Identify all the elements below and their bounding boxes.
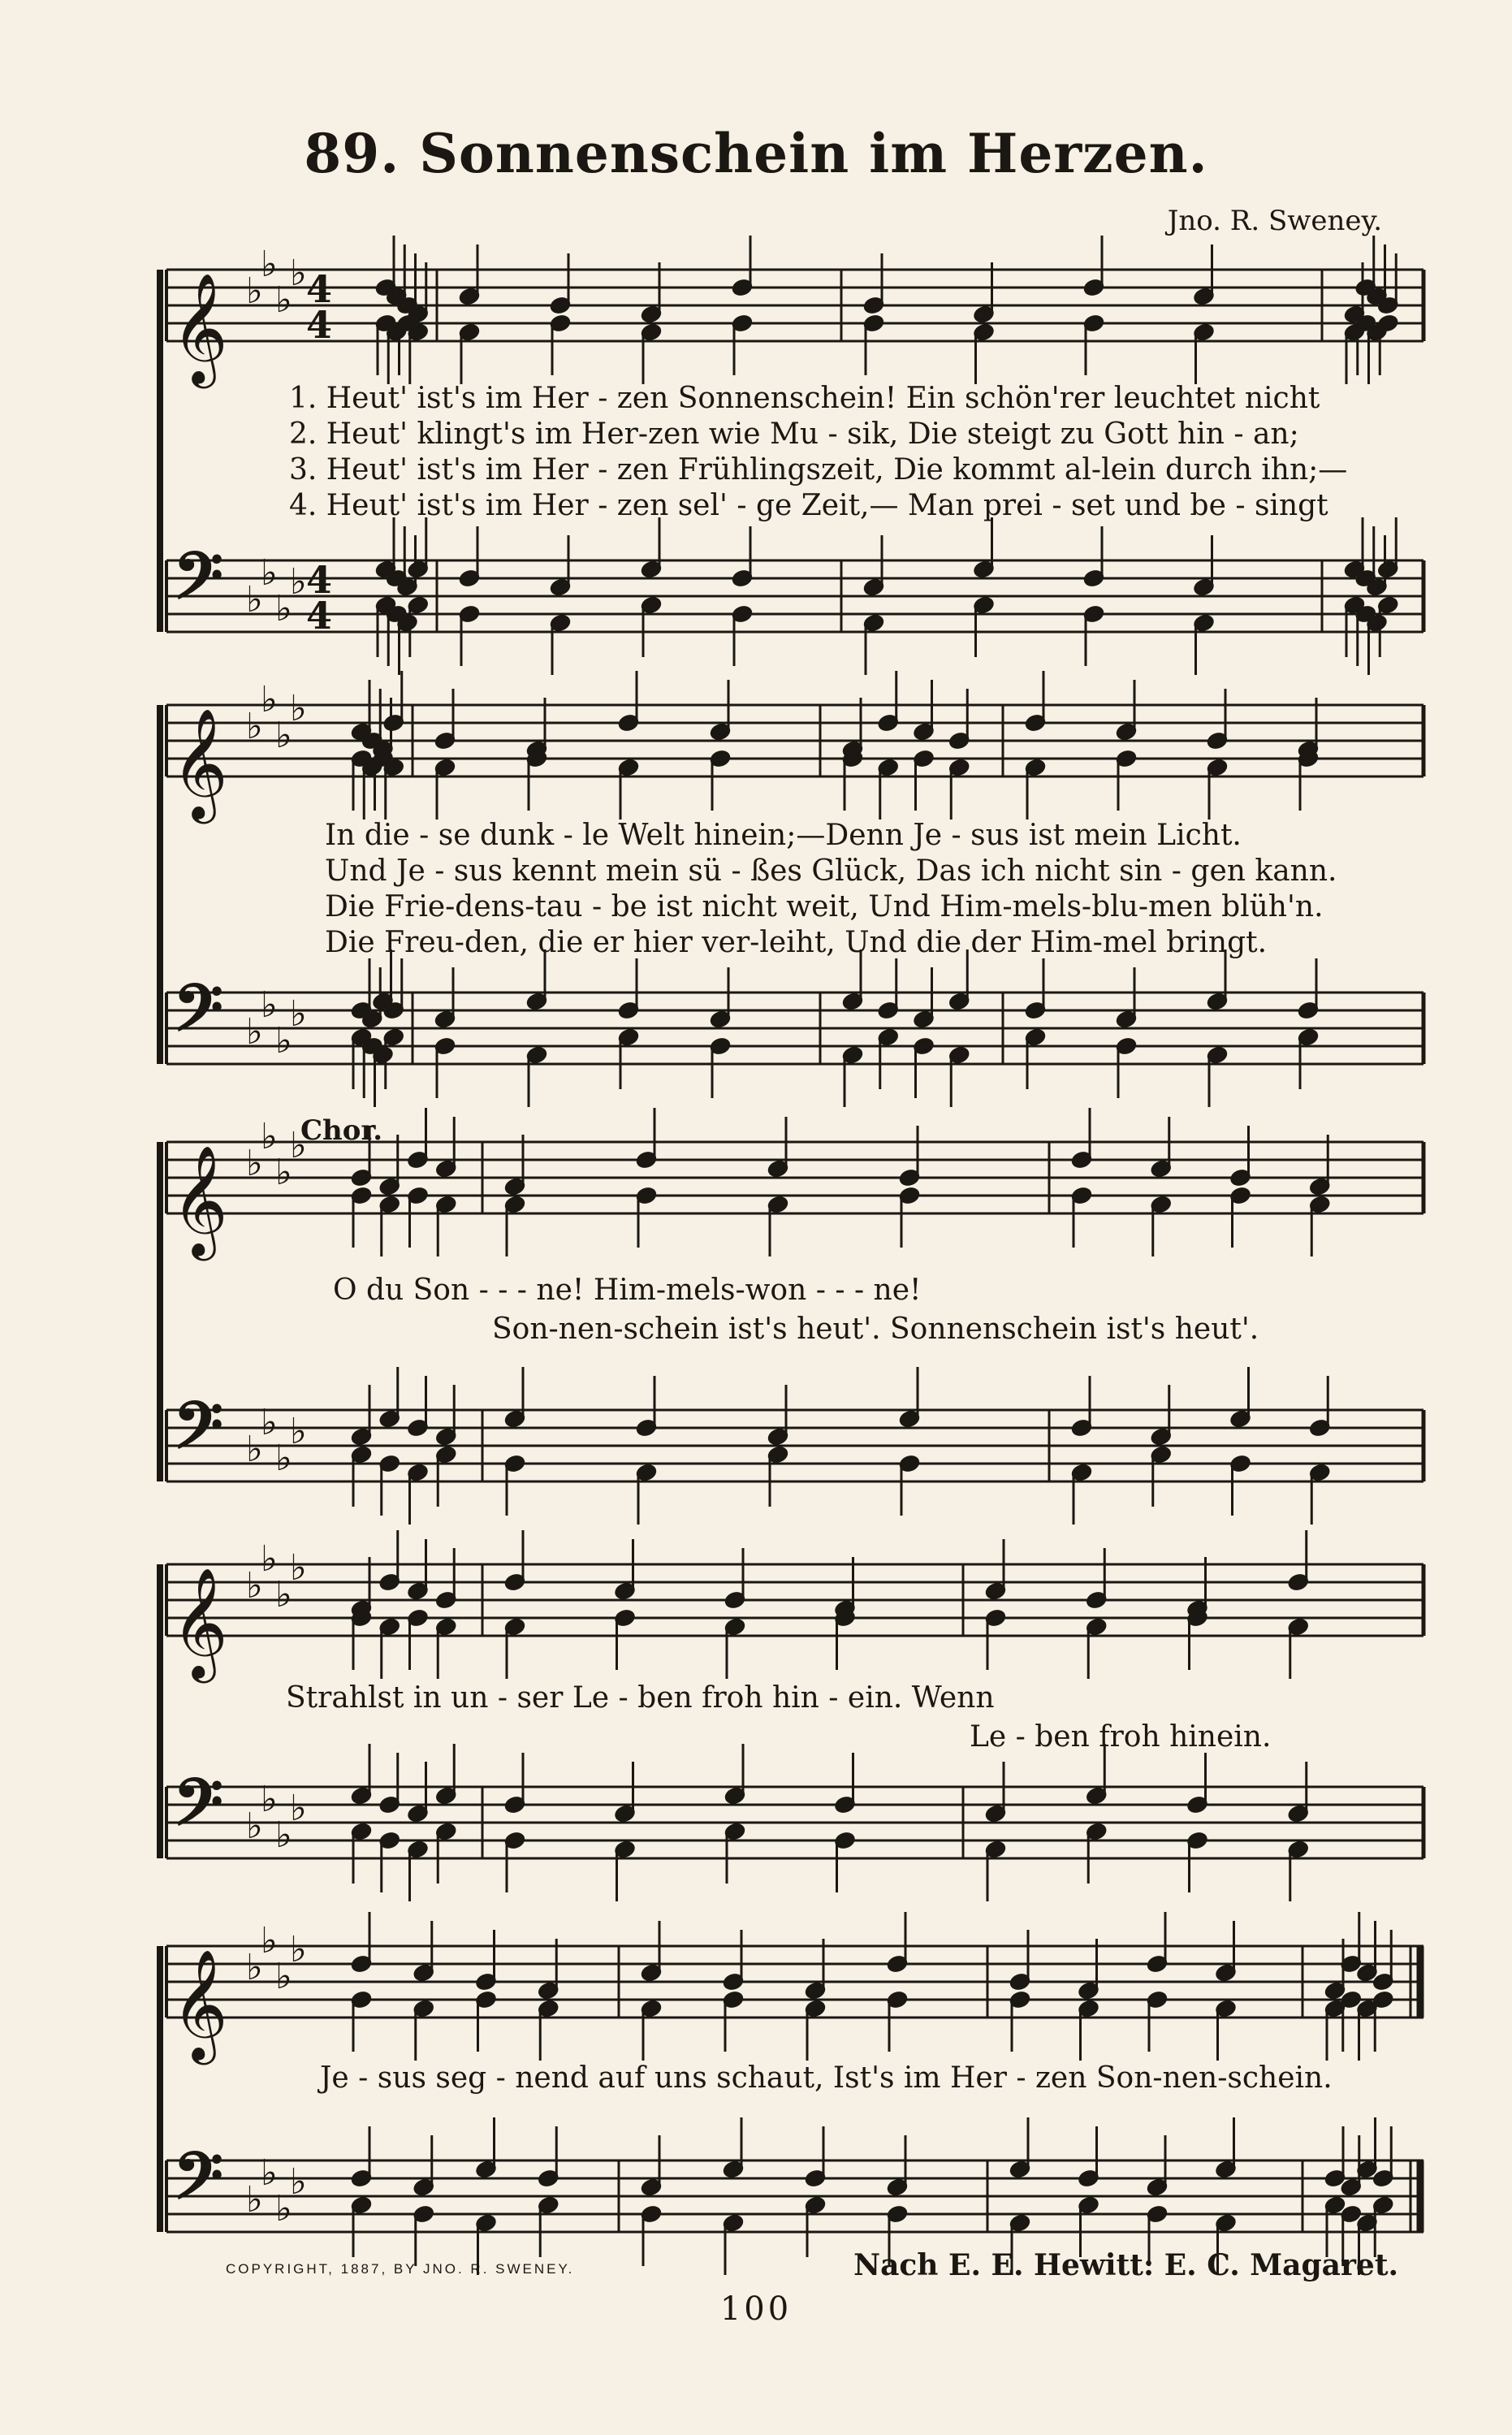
flat-sign-icon: ♭ [261,552,278,594]
flat-sign-icon: ♭ [246,1947,263,1988]
flat-sign-icon: ♭ [290,1411,307,1452]
time-signature-top: 4 [306,267,333,311]
composer-credit: Jno. R. Sweney. [1167,205,1382,237]
treble-clef-icon: 𝄞 [171,271,228,383]
flat-sign-icon: ♭ [261,244,278,285]
flat-sign-icon: ♭ [275,715,292,756]
flat-sign-icon: ♭ [275,1956,292,1997]
page-number: 100 [719,2290,793,2328]
lyric-line: Strahlst in un - ser Le - ben froh hin - ein. Wenn [286,1681,995,1715]
time-signature-bottom: 4 [306,594,333,638]
flat-sign-icon: ♭ [290,561,307,603]
flat-sign-icon: ♭ [246,1429,263,1470]
flat-sign-icon: ♭ [261,2152,278,2194]
flat-sign-icon: ♭ [261,1779,278,1820]
flat-sign-icon: ♭ [261,679,278,720]
lyric-line: 2. Heut' klingt's im Her-zen wie Mu - sik, Die steigt zu Gott hin - an; [289,417,1299,451]
time-signature-top: 4 [306,558,333,602]
hymn-name: Sonnenschein im Herzen. [419,122,1208,185]
flat-sign-icon: ♭ [246,706,263,747]
flat-sign-icon: ♭ [290,993,307,1035]
flat-sign-icon: ♭ [275,1438,292,1479]
flat-sign-icon: ♭ [290,688,307,729]
flat-sign-icon: ♭ [275,1020,292,1062]
lyric-line: Die Frie-dens-tau - be ist nicht weit, Und Him-mels-blu-men blüh'n. [325,890,1324,923]
flat-sign-icon: ♭ [261,1538,278,1580]
lyric-line: 1. Heut' ist's im Her - zen Sonnenschein! Ein schön'rer leuchtet nicht [289,382,1320,415]
treble-clef-icon: 𝄞 [171,1566,228,1678]
flat-sign-icon: ♭ [290,1788,307,1829]
flat-sign-icon: ♭ [261,1402,278,1443]
hymn-number: 89. [304,122,400,185]
flat-sign-icon: ♭ [275,1574,292,1615]
flat-sign-icon: ♭ [261,1116,278,1157]
lyric-line: 4. Heut' ist's im Her - zen sel' - ge Zeit,— Man prei - set und be - singt [289,489,1328,522]
flat-sign-icon: ♭ [290,2161,307,2203]
lyric-line: Und Je - sus kennt mein sü - ßes Glück, Das ich nicht sin - gen kann. [325,854,1337,888]
flat-sign-icon: ♭ [290,1929,307,1970]
flat-sign-icon: ♭ [290,1125,307,1166]
chorus-label: Chor. [300,1114,383,1147]
lyric-line: In die - se dunk - le Welt hinein;—Denn Je - sus ist mein Licht. [325,819,1242,852]
bass-clef-icon: 𝄢 [173,1387,223,1479]
flat-sign-icon: ♭ [275,279,292,321]
flat-sign-icon: ♭ [261,984,278,1026]
bass-clef-icon: 𝄢 [173,2138,223,2230]
flat-sign-icon: ♭ [290,1547,307,1589]
text-credit: Nach E. E. Hewitt: E. C. Magaret. [853,2248,1398,2282]
lyric-line: O du Son - - - ne! Him-mels-won - - - ne! [333,1274,922,1307]
flat-sign-icon: ♭ [275,1814,292,1856]
bass-clef-icon: 𝄢 [173,970,223,1062]
flat-sign-icon: ♭ [246,579,263,621]
flat-sign-icon: ♭ [275,588,292,629]
lyric-line: Son-nen-schein ist's heut'. Sonnenschein ist's heut'. [492,1313,1259,1346]
bass-clef-icon: 𝄢 [173,538,223,629]
flat-sign-icon: ♭ [246,1806,263,1847]
lyric-line: Le - ben froh hinein. [970,1720,1272,1754]
flat-sign-icon: ♭ [246,1143,263,1184]
copyright-notice: COPYRIGHT, 1887, BY JNO. R. SWENEY. [226,2261,575,2277]
flat-sign-icon: ♭ [246,270,263,312]
lyric-line: Die Freu-den, die er hier ver-leiht, Und die der Him-mel bringt. [325,926,1268,959]
flat-sign-icon: ♭ [275,1152,292,1193]
flat-sign-icon: ♭ [246,2179,263,2221]
treble-clef-icon: 𝄞 [171,1144,228,1256]
treble-clef-icon: 𝄞 [171,1948,228,2060]
time-signature-bottom: 4 [306,303,333,347]
lyric-line: Je - sus seg - nend auf uns schaut, Ist's im Her - zen Son-nen-schein. [320,2061,1333,2095]
flat-sign-icon: ♭ [275,2188,292,2230]
treble-clef-icon: 𝄞 [171,707,228,819]
lyric-line: 3. Heut' ist's im Her - zen Frühlingszeit, Die kommt al-lein durch ihn;— [289,453,1348,487]
flat-sign-icon: ♭ [290,253,307,294]
flat-sign-icon: ♭ [246,1565,263,1607]
flat-sign-icon: ♭ [246,1011,263,1053]
bass-clef-icon: 𝄢 [173,1764,223,1856]
flat-sign-icon: ♭ [261,1920,278,1961]
